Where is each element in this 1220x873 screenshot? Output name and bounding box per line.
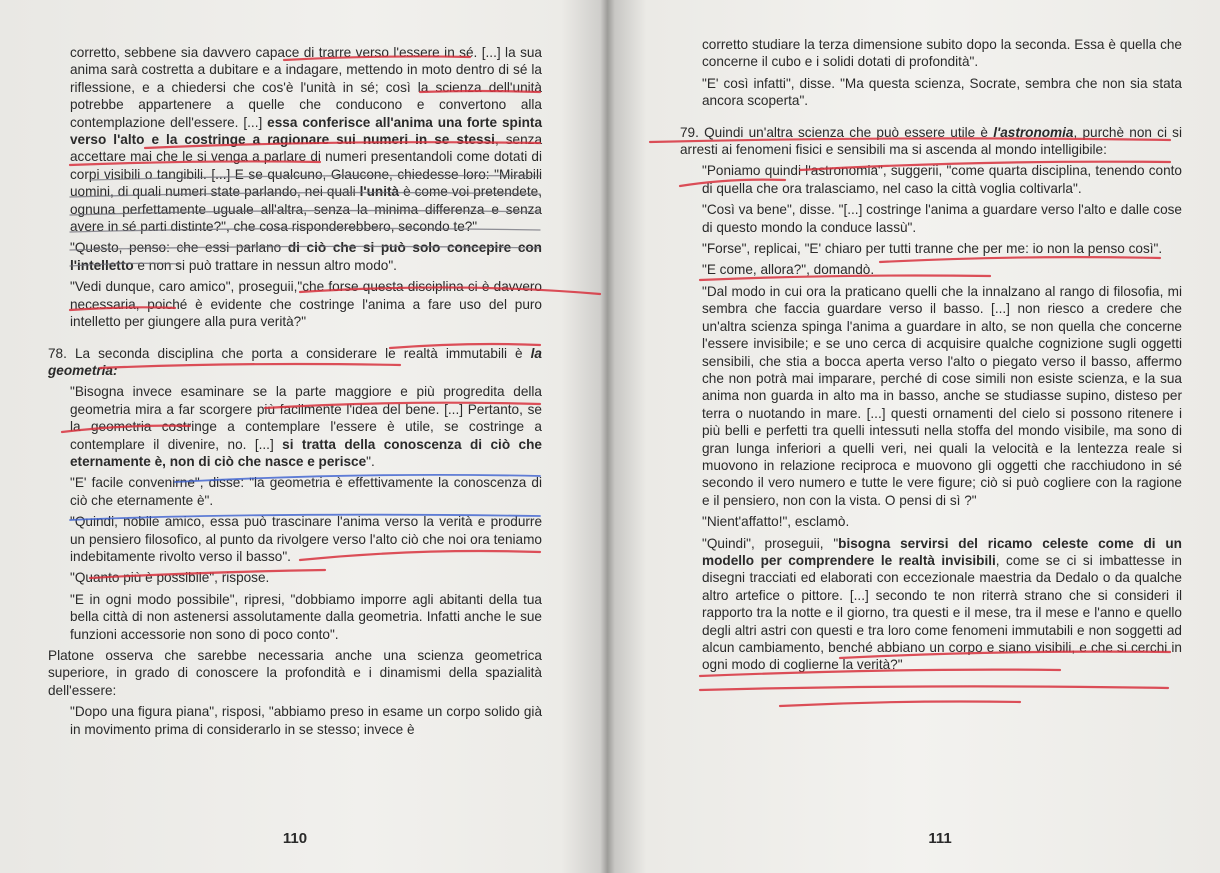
paragraph: Platone osserva che sarebbe necessaria anche una scienza geometrica superiore, in grado di conoscere la profondità e i dinamismi della spazialità dell'essere: [48, 648, 542, 698]
paragraph: "Poniamo quindi l'astronomia", suggerii, "come quarta disciplina, tenendo conto di quella che ora tralasciamo, nel caso la città voglia coltivarla". [702, 163, 1182, 196]
paragraph: "Quindi, nobile amico, essa può trascinare l'anima verso la verità e produrre un pensiero filosofico, al punto da rivolgere verso l'alto ciò che noi ora teniamo indebitamente rivolto verso il basso". [70, 514, 542, 564]
right-page [612, 0, 1220, 873]
paragraph: "Così va bene", disse. "[...] costringe l'anima a guardare verso l'alto e dalle cose di questo mondo la conduce lassù". [702, 202, 1182, 235]
page-number: 110 [282, 830, 308, 847]
section-heading-79: 79. Quindi un'altra scienza che può essere utile è l'astronomia, purchè non ci si arresti ai fenomeni fisici e sensibili ma si ascenda al mondo intelligibile: [680, 124, 1182, 158]
paragraph: "Vedi dunque, caro amico", proseguii,"che forse questa disciplina ci è davvero necessaria, poiché è evidente che costringe l'anima a fare uso del puro intelletto per giungere alla pura verità?" [70, 279, 542, 330]
paragraph: corretto studiare la terza dimensione subito dopo la seconda. Essa è quella che concerne il cubo e i solidi dotati di profondità". [702, 37, 1182, 70]
paragraph: "Quindi", proseguii, "bisogna servirsi del ricamo celeste come di un modello per comprendere le realtà invisibili, come se ci si imbattesse in disegni tracciati ed elaborati con eccezionale maestria da Dedalo o da qualche altro artefice o pittore. [...] secondo te non riterrà strano che si consideri il rapporto tra la notte e il giorno, tra questi e il mese, tra il mese e l'anno e quello degli altri astri con questi e tra loro come fenomeni immutabili e non soggetti ad alcun cambiamento, benché abbiano un corpo e siano visibili, e che si cerchi in ogni modo di coglierne la verità?" [702, 535, 1182, 673]
paragraph: "Quanto più è possibile", rispose. [70, 570, 270, 586]
page-number: 111 [928, 830, 952, 847]
paragraph: "Forse", replicai, "E' chiaro per tutti tranne che per me: io non la penso così". [702, 241, 1163, 257]
paragraph: "Dal modo in cui ora la praticano quelli che la innalzano al rango di filosofia, mi sembra che faccia guardare verso il basso. [...] non riesco a credere che un'altra scienza spinga l'anima a guardare in alto, se non quella che concerne l'essere invisibile; e se uno cerca di acquisire qualche cognizione sugli oggetti sensibili, che stia a bocca aperta verso l'alto o piegato verso il basso, affermo che non potrà mai imparare, perché di cose simili non esiste scienza, e la sua anima non guarda in alto ma in basso, anche se studiasse supino, disteso per terra o nuotando in mare. [...] questi ornamenti del cielo si possono ritenere i più belli e perfetti tra quelli intessuti nella stoffa del mondo visibile, ma sono di gran lunga inferiori a quelli veri, nei quali la velocità e la lentezza reale si muovono in relazione reciproca e muovono gli oggetti che racchiudono in sé secondo il vero numero e tutte le vere figure; ciò si può cogliere con la ragione e il pensiero, non con la vista. O pensi di sì ?" [702, 283, 1182, 508]
section-heading-78: 78. La seconda disciplina che porta a considerare le realtà immutabili è la geometria: [48, 345, 542, 378]
left-page-text [48, 44, 543, 742]
left-page [0, 0, 600, 873]
paragraph: "Dopo una figura piana", risposi, "abbiamo preso in esame un corpo solido già in movimento prima di considerarlo in se stesso; invece è [70, 704, 542, 737]
paragraph: "Bisogna invece esaminare se la parte maggiore e più progredita della geometria mira a far scorgere più facilmente l'idea del bene. [...] Pertanto, se la geometria costringe a contemplare l'essere è utile, se costringe a contemplare il divenire, no. [...] si tratta della conoscenza di ciò che eternamente è, non di ciò che nasce e perisce". [70, 384, 542, 469]
paragraph: "E' facile convenirne", disse: "la geometria è effettivamente la conoscenza di ciò che eternamente è". [70, 475, 542, 508]
paragraph: "E in ogni modo possibile", ripresi, "dobbiamo imporre agli abitanti della tua bella città di non astenersi assolutamente dalla geometria. Infatti anche le sue funzioni accessorie non sono di poco conto". [70, 591, 542, 642]
paragraph: "Questo, penso: che essi parlano di ciò che si può solo concepire con l'intelletto e non si può trattare in nessun altro modo". [70, 240, 542, 273]
paragraph: corretto, sebbene sia davvero capace di trarre verso l'essere in sé. [...] la sua anima sarà costretta a dubitare e a indagare, mettendo in moto dentro di sé la riflessione, e a chiedersi che cos'è l'unità in sé; così la scienza dell'unità potrebbe appartenere a quelle che conducono e convertono alla contemplazione dell'essere. [...] essa conferisce all'anima una forte spinta verso l'alto e la costringe a ragionare sui numeri in se stessi, senza accettare mai che le si venga a parlare di numeri presentandoli come dotati di corpi visibili o tangibili. [...] E se qualcuno, Glaucone, chiedesse loro: "Mirabili uomini, di quali numeri state parlando, nei quali l'unità è come voi pretendete, ognuna perfettamente uguale all'altra, senza la minima differenza e senza avere in sé parti distinte?", che cosa risponderebbero, secondo te?" [70, 45, 543, 235]
paragraph: "E come, allora?", domandò. [702, 262, 875, 278]
paragraph: "E' così infatti", disse. "Ma questa scienza, Socrate, sembra che non sia stata ancora scoperta". [702, 75, 1182, 109]
paragraph: "Nient'affatto!", esclamò. [702, 514, 850, 530]
right-page-text [680, 36, 1182, 678]
